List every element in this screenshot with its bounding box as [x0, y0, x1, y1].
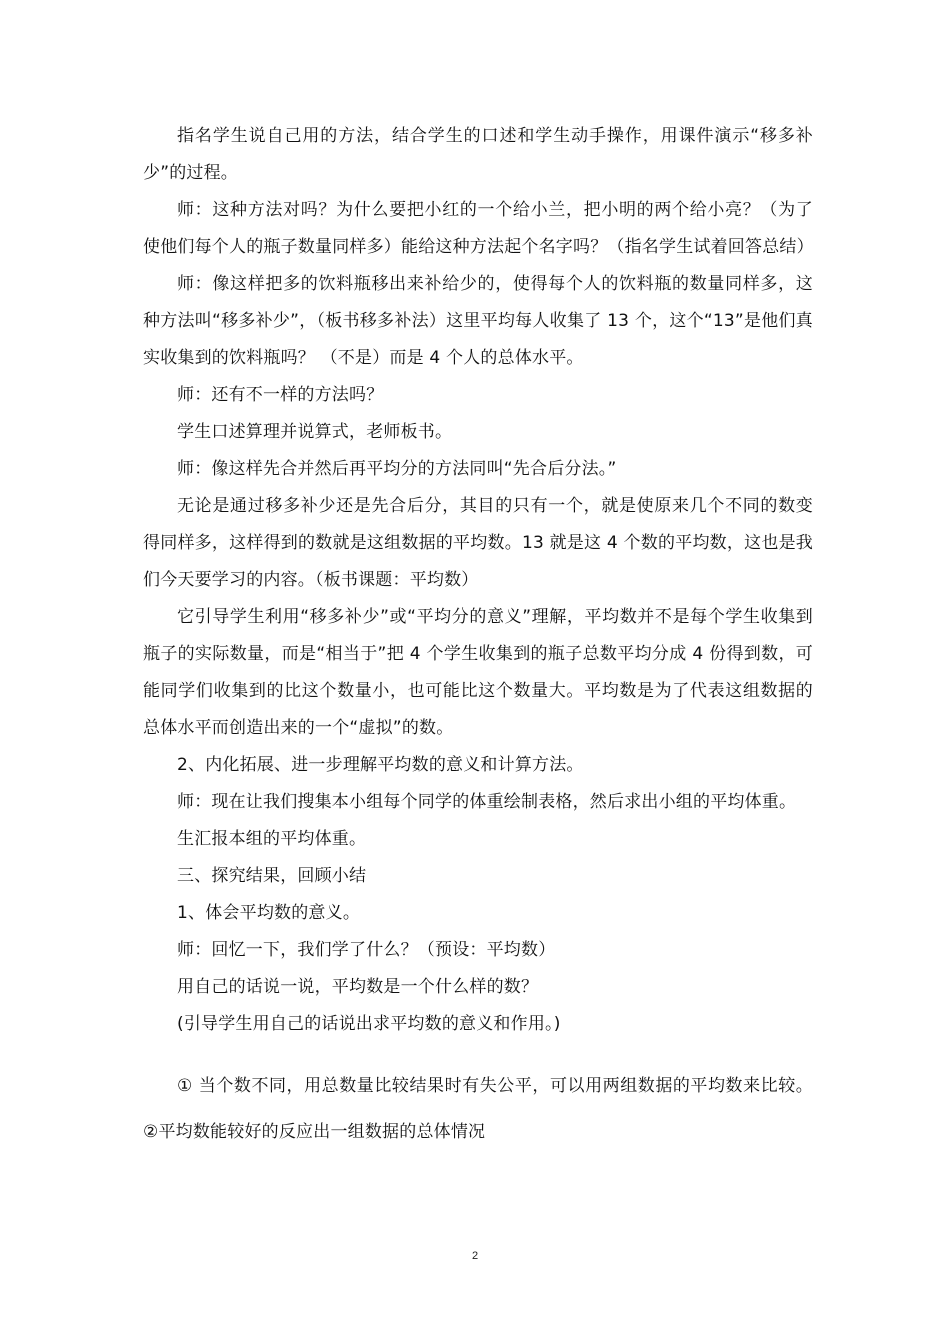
page-body — [143, 118, 813, 1155]
paragraph-summary-points: ① 当个数不同，用总数量比较结果时有失公平，可以用两组数据的平均数来比较。 ②平均数能较好的反应出一组数据的总体情况 — [143, 1076, 813, 1142]
paragraph-guide-students: (引导学生用自己的话说出求平均数的意义和作用。) — [177, 1014, 561, 1034]
paragraph-other-method: 师：还有不一样的方法吗？ — [177, 385, 384, 405]
paragraph-subsection-1-heading: 1、体会平均数的意义。 — [177, 903, 361, 923]
paragraph-report-weight: 生汇报本组的平均体重。 — [177, 829, 367, 849]
paragraph-section-3-heading: 三、探究结果，回顾小结 — [177, 866, 367, 886]
paragraph-student-explains: 学生口述算理并说算式，老师板书。 — [177, 422, 453, 442]
paragraph-weight-task: 师：现在让我们搜集本小组每个同学的体重绘制表格，然后求出小组的平均体重。 — [177, 792, 797, 812]
paragraph-section-2-heading: 2、内化拓展、进一步理解平均数的意义和计算方法。 — [177, 755, 584, 775]
paragraph-move-more-fill-less: 师：像这样把多的饮料瓶移出来补给少的，使得每个人的饮料瓶的数量同样多，这种方法叫“移多补少”，（板书移多补法）这里平均每人收集了 13 个，这个“13”是他们真实收集到的饮料瓶吗？ （不是）而是 4 个人的总体水平。 — [143, 274, 813, 368]
paragraph-demonstration: 指名学生说自己用的方法，结合学生的口述和学生动手操作，用课件演示“移多补少”的过程。 — [143, 126, 813, 183]
paragraph-recall: 师：回忆一下，我们学了什么？（预设：平均数） — [177, 940, 556, 960]
paragraph-combine-then-divide: 师：像这样先合并然后再平均分的方法同叫“先合后分法。” — [177, 459, 617, 479]
page-number: 2 — [471, 1250, 479, 1262]
paragraph-average-definition: 无论是通过移多补少还是先合后分，其目的只有一个，就是使原来几个不同的数变得同样多，这样得到的数就是这组数据的平均数。13 就是这 4 个数的平均数，这也是我们今天要学习的内容。（板书课题：平均数） — [143, 496, 813, 590]
paragraph-teacher-question: 师：这种方法对吗？为什么要把小红的一个给小兰，把小明的两个给小亮？（为了使他们每个人的瓶子数量同样多）能给这种方法起个名字吗？（指名学生试着回答总结） — [143, 200, 814, 257]
paragraph-own-words: 用自己的话说一说，平均数是一个什么样的数？ — [177, 977, 539, 997]
paragraph-virtual-number: 它引导学生利用“移多补少”或“平均分的意义”理解，平均数并不是每个学生收集到瓶子的实际数量，而是“相当于”把 4 个学生收集到的瓶子总数平均分成 4 份得到数，可能同学们收集到的比这个数量小，也可能比这个数量大。平均数是为了代表这组数据的总体水平而创造出来的一个“虚拟”的数。 — [143, 607, 813, 738]
